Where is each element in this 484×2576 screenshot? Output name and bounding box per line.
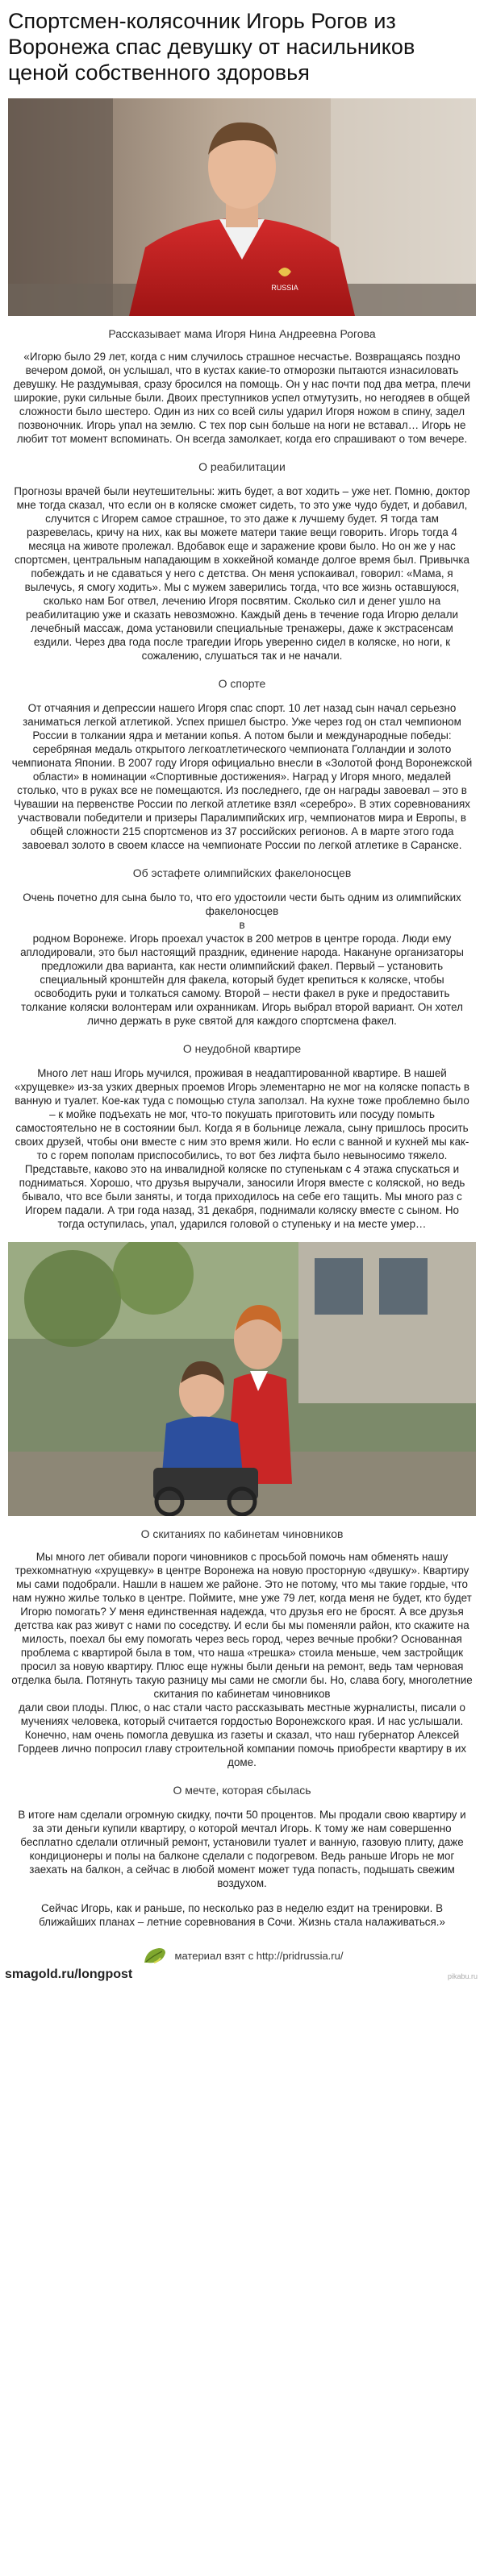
footer — [0, 1940, 484, 1988]
section-rehab — [0, 460, 484, 663]
section-text: Очень почетно для сына было то, что его удостоили чести быть одним из олимпийских факелоносцев в родном Воронеже. Игорь проехал участок в 200 метров в центре города. Люди ему аплодировали, это был настоящий праздник, единение народа. Накануне организаторы предложили два варианта, как нести олимпийский факел. Первый – установить специальный кронштейн для факела, который будет крепиться к коляске, чтобы освободить руки и толкаться самому. Второй – нести факел в руке и предоставить толкание коляски волонтерам или охранникам. Игорь выбрал второй вариант. Он хотел лично держать в руке святой для каждого спортсмена факел. — [20, 891, 464, 1027]
section-torch — [0, 866, 484, 1028]
article-title: Спортсмен-колясочник Игорь Рогов из Воронежа спас девушку от насильников ценой собственного здоровья — [8, 9, 415, 85]
shirt-text: RUSSIA — [271, 284, 298, 292]
section-heading: О неудобной квартире — [182, 1042, 302, 1055]
source-link[interactable]: материал взят с http://pridrussia.ru/ — [174, 1949, 344, 1962]
photo-igor-with-mother — [8, 1242, 476, 1516]
closing-paragraph: Сейчас Игорь, как и раньше, по несколько раз в неделю ездит на тренировки. В ближайших планах – летние соревнования в Сочи. Жизнь стала налаживаться.» — [39, 1902, 445, 1928]
section-heading: Об эстафете олимпийских факелоносцев — [132, 866, 352, 879]
section-heading: О реабилитации — [198, 460, 286, 473]
section-dream — [0, 1784, 484, 1890]
section-text: От отчаяния и депрессии нашего Игоря спас спорт. 10 лет назад сын начал серьезно заниматься легкой атлетикой. Успех пришел быстро. Уже через год он стал чемпионом России в толкании ядра и метании копья. А потом были и международные победы: серебряная медаль открытого легкоатлетического чемпионата Голландии и золото чемпионата Японии. В 2007 году Игоря официально внесли в «Золотой фонд Воронежской области» в номинации «Спортивные достижения». Наград у Игоря много, медалей столько, что в руках все не помещаются. Из последнего, где он награды завоевал – это в Чувашии на первенстве России по легкой атлетике взял «серебро». В этих соревнованиях участвовали победители и призеры Паралимпийских игр, чемпионатов мира и Европы, в общей сложности 215 спортсменов из 37 российских регионов. А в марте этого года завоевал золото в своем классе на чемпионате России по легкой атлетике в Саранске. — [11, 702, 473, 851]
photo-igor-with-mother-image — [8, 1242, 476, 1516]
section-heading: О спорте — [218, 677, 266, 690]
photo-igor-portrait — [8, 98, 476, 316]
watermark: smagold.ru/longpost — [5, 1967, 133, 1981]
photo2-caption: О скитаниях по кабинетам чиновников — [140, 1527, 344, 1540]
section-text: Прогнозы врачей были неутешительны: жить будет, а вот ходить – уже нет. Помню, доктор мне тогда сказал, что если он в коляске сможет сидеть, то это уже чудо будет, и добавил, случится с Игорем самое страшное, то это даже к лучшему будет. Я тогда там разревелась, кричу на них, как вы можете матери такие вещи говорить. Игорь тогда 4 месяца на животе пролежал. Вдобавок еще и заражение крови было. Но он же у нас спортсмен, центральным нападающим в хоккейной команде долгое время был. Привычка побеждать и не сдаваться у него с детства. Он меня успокаивал, говорил: «Мама, я вылечусь, я смогу ходить». Мы с мужем заверились тогда, что все жизнь оставшуюся, сколько нам Бог отвел, лечению Игоря посвятим. Сколько сил и денег ушло на реабилитацию уже и сказать невозможно. Каждый день в течение года Игорю делали лечебный массаж, дома установили специальные тренажеры, даже к экстрасенсам ездили. Через два года после трагедии Игорь уверенно сидел в коляске, но ноги, к сожалению, слушаться так и не начали. — [14, 485, 470, 662]
section-apartment — [0, 1042, 484, 1231]
small-mark: pikabu.ru — [447, 1972, 478, 1980]
photo-igor-portrait-image — [8, 98, 476, 316]
section-officials — [0, 1550, 484, 1769]
section-text: Много лет наш Игорь мучился, проживая в неадаптированной квартире. В нашей «хрущевке» из-за узких дверных проемов Игорь элементарно не мог на коляске попасть в ванную и туалет. Кое-как туда с помощью стула заползал. На кухне тоже проблемно было – к мойке подъехать не мог, что-то покушать приготовить или посуду помыть самостоятельно не в состоянии был. Когда я в больнице лежала, сыну пришлось просить своих друзей, чтобы они вместе с ним это время жили. Но если с ванной и кухней мы как-то с горем пополам приспособились, то вот без лифта было невыносимо тяжело. Представьте, каково это на инвалидной коляске по ступенькам с 4 этажа спускаться и подниматься. Хорошо, что друзья выручали, заносили Игоря вместе с коляской, но ведь бывало, что все были заняты, и тогда приходилось на себе его тащить. Мы много раз с Игорем падали. А три года назад, 31 декабря, поднимали коляску вместе с сыном. Но тогда оступилась, упал, ударился головой о ступеньку и на месте умер… — [15, 1067, 469, 1230]
photo1-caption: Рассказывает мама Игоря Нина Андреевна Рогова — [108, 327, 376, 340]
section-sport — [0, 677, 484, 852]
section-heading: О мечте, которая сбылась — [173, 1784, 311, 1797]
pride-leaf-icon — [141, 1945, 169, 1966]
source-row — [0, 1940, 484, 1966]
section-text: В итоге нам сделали огромную скидку, почти 50 процентов. Мы продали свою квартиру и за эти деньги купили квартиру, о которой мечтал Игорь. К тому же нам совершенно бесплатно сделали отличный ремонт, установили туалет и ванную, газовую плиту, даже кондиционеры и полы на балконе сделали с подогревом. Ведь раньше Игорь не мог заехать на балкон, а сейчас в любой момент может туда попасть, подышать свежим воздухом. — [18, 1809, 466, 1889]
section-text: Мы много лет обивали пороги чиновников с просьбой помочь нам обменять нашу трехкомнатную «хрущевку» в центре Воронежа на новую просторную «двушку». Квартиру мы сами подобрали. Нашли в нашем же районе. Это не потому, что мы такие гордые, что нам нужно жилье только в центре. Поймите, мне уже 79 лет, когда меня не будет, кто будет Игорю помогать? У меня единственная надежда, что друзья его не бросят. А все друзья детства как раз живут с нами по соседству. И если бы мы поменяли район, кто скажите на милость, поехал бы ему помогать через весь город, через вечные пробки? Основанная проблема с квартирой была в том, что наша «трешка» стоила меньше, чем застройщик просил за новую квартиру. Плюс еще нужны были деньги на ремонт, ведь там черновая отделка была. Потянуть такую разницу мы сами не смогли бы. Но, слава богу, многолетние скитания по кабинетам чиновников дали свои плоды. Плюс, о нас стали часто рассказывать местные журналисты, писали о мучениях человека, который считается гордостью Воронежского края. И нас услышали. Конечно, нам очень помогла девушка из газеты и сказал, что наш губернатор Алексей Гордеев лично попросил главу строительной компании помочь приобрести квартиру в их доме. — [11, 1551, 473, 1768]
intro-paragraph: «Игорю было 29 лет, когда с ним случилось страшное несчастье. Возвращаясь поздно вечером домой, он услышал, что в кустах какие-то отморозки пытаются изнасиловать девушку. Не раздумывая, сразу бросился на помощь. Он у нас почти под два метра, плечи широкие, руки сильные были. Двоих преступников успел отмутузить, но негодяев в общей сложности было шестеро. Один из них со всей силы ударил Игоря ножом в спину, задел позвоночник. Игорь упал на землю. С тех пор сын больше на ноги не вставал… Игорь не любит тот момент вспоминать. Он всегда замолкает, когда его спрашивают о том вечере. — [13, 351, 471, 445]
